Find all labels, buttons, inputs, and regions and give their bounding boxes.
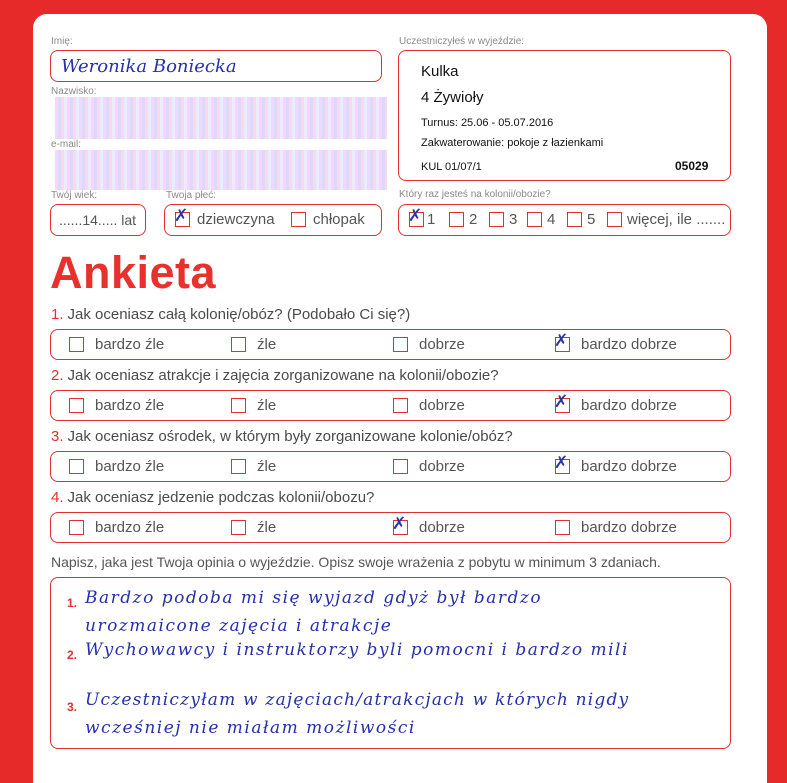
turnus: Turnus: 25.06 - 05.07.2016 xyxy=(421,117,554,129)
camp-info-box xyxy=(398,50,731,181)
check-mark-icon: ✗ xyxy=(174,206,189,226)
rating-label: źle xyxy=(257,397,277,414)
rating-checkbox[interactable] xyxy=(69,337,84,352)
plec-chlopak-checkbox[interactable] xyxy=(291,212,306,227)
raz-3-checkbox[interactable] xyxy=(489,212,504,227)
rating-checkbox[interactable] xyxy=(69,520,84,535)
nazwisko-label: Nazwisko: xyxy=(51,86,97,97)
question-number: 1. xyxy=(51,306,64,323)
rating-checkbox[interactable] xyxy=(393,459,408,474)
wiek-field[interactable] xyxy=(50,204,146,236)
wiek-value: ......14..... lat xyxy=(59,212,137,228)
opinion-line-3-num: 3. xyxy=(67,700,78,714)
rating-checkbox[interactable] xyxy=(231,520,246,535)
rating-checkbox[interactable] xyxy=(231,398,246,413)
rating-label: dobrze xyxy=(419,397,465,414)
rating-label: dobrze xyxy=(419,519,465,536)
raz-2-label: 2 xyxy=(469,211,478,228)
opinion-box[interactable] xyxy=(50,577,731,749)
plec-dziewczyna-label: dziewczyna xyxy=(197,211,275,228)
rating-checkbox[interactable] xyxy=(555,520,570,535)
question-2-options xyxy=(50,390,731,421)
opinion-prompt: Napisz, jaka jest Twoja opinia o wyjeździe. Opisz swoje wrażenia z pobytu w minimum 3 zdaniach. xyxy=(51,554,661,570)
rating-label: źle xyxy=(257,519,277,536)
question-number: 3. xyxy=(51,428,64,445)
email-label: e-mail: xyxy=(51,139,82,150)
plec-dziewczyna-checkbox[interactable] xyxy=(174,206,190,227)
raz-3-label: 3 xyxy=(509,211,518,228)
opinion-line-3-cont: wcześniej nie miałam możliwości xyxy=(85,718,416,738)
question-4-options xyxy=(50,512,731,543)
wiek-label: Twój wiek: xyxy=(51,190,98,201)
rating-checkbox[interactable] xyxy=(231,459,246,474)
rating-label: bardzo źle xyxy=(95,458,165,475)
rating-label: dobrze xyxy=(419,336,465,353)
rating-checkbox[interactable] xyxy=(554,453,570,474)
rating-checkbox[interactable] xyxy=(69,459,84,474)
raz-wiecej-checkbox[interactable] xyxy=(607,212,622,227)
rating-checkbox[interactable] xyxy=(392,514,408,535)
nazwisko-redacted xyxy=(55,97,387,139)
question-3 xyxy=(51,428,513,445)
ktory-raz-label: Który raz jesteś na kolonii/obozie? xyxy=(399,189,551,200)
camp-code: KUL 01/07/1 xyxy=(421,161,482,173)
check-mark-icon: ✗ xyxy=(554,453,569,473)
imie-field[interactable] xyxy=(50,50,382,82)
question-4 xyxy=(51,489,374,506)
plec-chlopak-label: chłopak xyxy=(313,211,365,228)
imie-value: Weronika Boniecka xyxy=(61,56,237,77)
plec-field xyxy=(164,204,382,236)
rating-checkbox[interactable] xyxy=(554,392,570,413)
rating-label: dobrze xyxy=(419,458,465,475)
raz-5-label: 5 xyxy=(587,211,596,228)
raz-4-label: 4 xyxy=(547,211,556,228)
zakwaterowanie: Zakwaterowanie: pokoje z łazienkami xyxy=(421,137,604,149)
rating-label: bardzo dobrze xyxy=(581,397,677,414)
camp-name: Kulka xyxy=(421,63,459,80)
question-text: Jak oceniasz całą kolonię/obóz? (Podobało Ci się?) xyxy=(67,306,411,323)
opinion-line-2: Wychowawcy i instruktorzy byli pomocni i bardzo mili xyxy=(85,640,629,660)
question-3-options xyxy=(50,451,731,482)
check-mark-icon: ✗ xyxy=(554,331,569,351)
question-1-options xyxy=(50,329,731,360)
opinion-line-1: Bardzo podoba mi się wyjazd gdyż był bardzo xyxy=(85,588,543,608)
check-mark-icon: ✗ xyxy=(392,514,407,534)
uczestnik-label: Uczestniczyłeś w wyjeździe: xyxy=(399,36,525,47)
raz-5-checkbox[interactable] xyxy=(567,212,582,227)
question-1 xyxy=(51,306,410,323)
raz-wiecej-label: więcej, ile ....... xyxy=(627,211,726,228)
check-mark-icon: ✗ xyxy=(554,392,569,412)
imie-label: Imię: xyxy=(51,36,73,47)
rating-label: źle xyxy=(257,336,277,353)
question-text: Jak oceniasz jedzenie podczas kolonii/obozu? xyxy=(67,489,375,506)
rating-label: bardzo źle xyxy=(95,519,165,536)
check-mark-icon: ✗ xyxy=(408,206,423,226)
raz-1-checkbox[interactable] xyxy=(408,206,424,227)
rating-label: źle xyxy=(257,458,277,475)
opinion-line-1-num: 1. xyxy=(67,596,78,610)
question-2 xyxy=(51,367,499,384)
opinion-line-1-cont: urozmaicone zajęcia i atrakcje xyxy=(85,616,393,636)
rating-label: bardzo źle xyxy=(95,336,165,353)
rating-label: bardzo źle xyxy=(95,397,165,414)
ktory-raz-field xyxy=(398,204,731,236)
plec-label: Twoja płeć: xyxy=(166,190,217,201)
rating-checkbox[interactable] xyxy=(393,337,408,352)
rating-checkbox[interactable] xyxy=(231,337,246,352)
question-text: Jak oceniasz atrakcje i zajęcia zorganizowane na kolonii/obozie? xyxy=(67,367,499,384)
opinion-line-3: Uczestniczyłam w zajęciach/atrakcjach w których nigdy xyxy=(85,690,630,710)
rating-label: bardzo dobrze xyxy=(581,336,677,353)
camp-subtitle: 4 Żywioły xyxy=(421,89,484,106)
email-redacted xyxy=(55,150,387,190)
raz-4-checkbox[interactable] xyxy=(527,212,542,227)
camp-number: 05029 xyxy=(675,159,709,173)
question-number: 2. xyxy=(51,367,64,384)
rating-label: bardzo dobrze xyxy=(581,458,677,475)
question-number: 4. xyxy=(51,489,64,506)
rating-label: bardzo dobrze xyxy=(581,519,677,536)
rating-checkbox[interactable] xyxy=(554,331,570,352)
raz-1-label: 1 xyxy=(427,211,436,228)
rating-checkbox[interactable] xyxy=(69,398,84,413)
raz-2-checkbox[interactable] xyxy=(449,212,464,227)
opinion-line-2-num: 2. xyxy=(67,648,78,662)
rating-checkbox[interactable] xyxy=(393,398,408,413)
question-text: Jak oceniasz ośrodek, w którym były zorganizowane kolonie/obóz? xyxy=(67,428,513,445)
page-title: Ankieta xyxy=(50,247,217,298)
